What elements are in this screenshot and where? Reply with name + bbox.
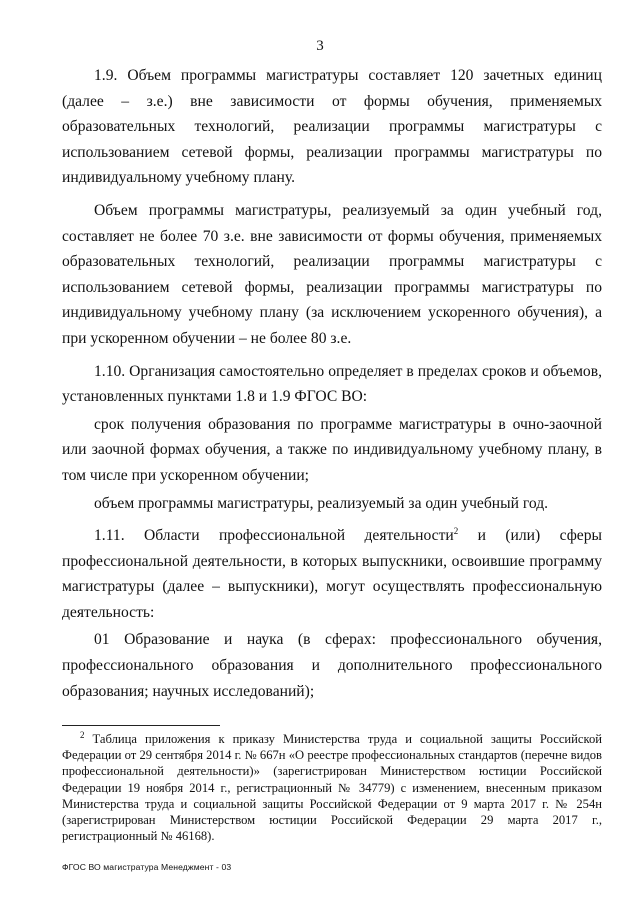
footnote bbox=[62, 731, 602, 844]
footnote-separator bbox=[62, 725, 220, 726]
paragraph-1-11 bbox=[62, 523, 602, 625]
paragraph-education-science: 01 Образование и наука (в сферах: профессионального обучения, профессионального образования и дополнительного профессионального образования; научных исследований); bbox=[62, 631, 602, 700]
paragraph-1-9: 1.9. Объем программы магистратуры составляет 120 зачетных единиц (далее – з.е.) вне зависимости от формы обучения, применяемых образовательных технологий, реализации программы магистратуры с использованием сетевой формы, реализации программы магистратуры по индивидуальному учебному плану. bbox=[62, 67, 602, 187]
footnote-text: Таблица приложения к приказу Министерства труда и социальной защиты Российской Федерации от 29 сентября 2014 г. № 667н «О реестре профессиональных стандартов (перечне видов профессиональной деятельности)» (зарегистрирован Министерством юстиции Российской Федерации 19 ноября 2014 г., регистрационный № 34779) с изменением, внесенным приказом Министерства труда и социальной защиты Российской Федерации от 9 марта 2017 г. № 254н (зарегистрирован Министерством юстиции Российской Федерации 29 марта 2017 г., регистрационный № 46168). bbox=[62, 732, 602, 844]
footnote-mark: 2 bbox=[80, 729, 85, 740]
paragraph-study-period: срок получения образования по программе магистратуры в очно-заочной или заочной формах обучения, а также по индивидуальному учебному плану, в том числе при ускоренном обучении; bbox=[62, 415, 602, 484]
document-body bbox=[62, 63, 602, 711]
paragraph-1-11-start: 1.11. Области профессиональной деятельности bbox=[94, 527, 454, 545]
paragraph-1-11-rest: и (или) сферы профессиональной деятельности, в которых выпускники, освоившие программу магистратуры (далее – выпускники), могут осуществлять профессиональную деятельность: bbox=[62, 527, 602, 621]
paragraph-annual-program-volume: объем программы магистратуры, реализуемый за один учебный год. bbox=[94, 494, 549, 512]
footnote-reference: 2 bbox=[453, 525, 459, 536]
paragraph-annual-volume: Объем программы магистратуры, реализуемый за один учебный год, составляет не более 70 з.е. вне зависимости от формы обучения, применяемых образовательных технологий, реализации программы магистратуры с использованием сетевой формы, реализации программы магистратуры по индивидуальному учебному плану (за исключением ускоренного обучения), а при ускоренном обучении – не более 80 з.е. bbox=[62, 201, 602, 347]
page-number: 3 bbox=[316, 38, 324, 54]
paragraph-1-10: 1.10. Организация самостоятельно определяет в пределах сроков и объемов, установленных пунктами 1.8 и 1.9 ФГОС ВО: bbox=[62, 362, 602, 406]
footer-note: ФГОС ВО магистратура Менеджмент - 03 bbox=[62, 862, 232, 872]
